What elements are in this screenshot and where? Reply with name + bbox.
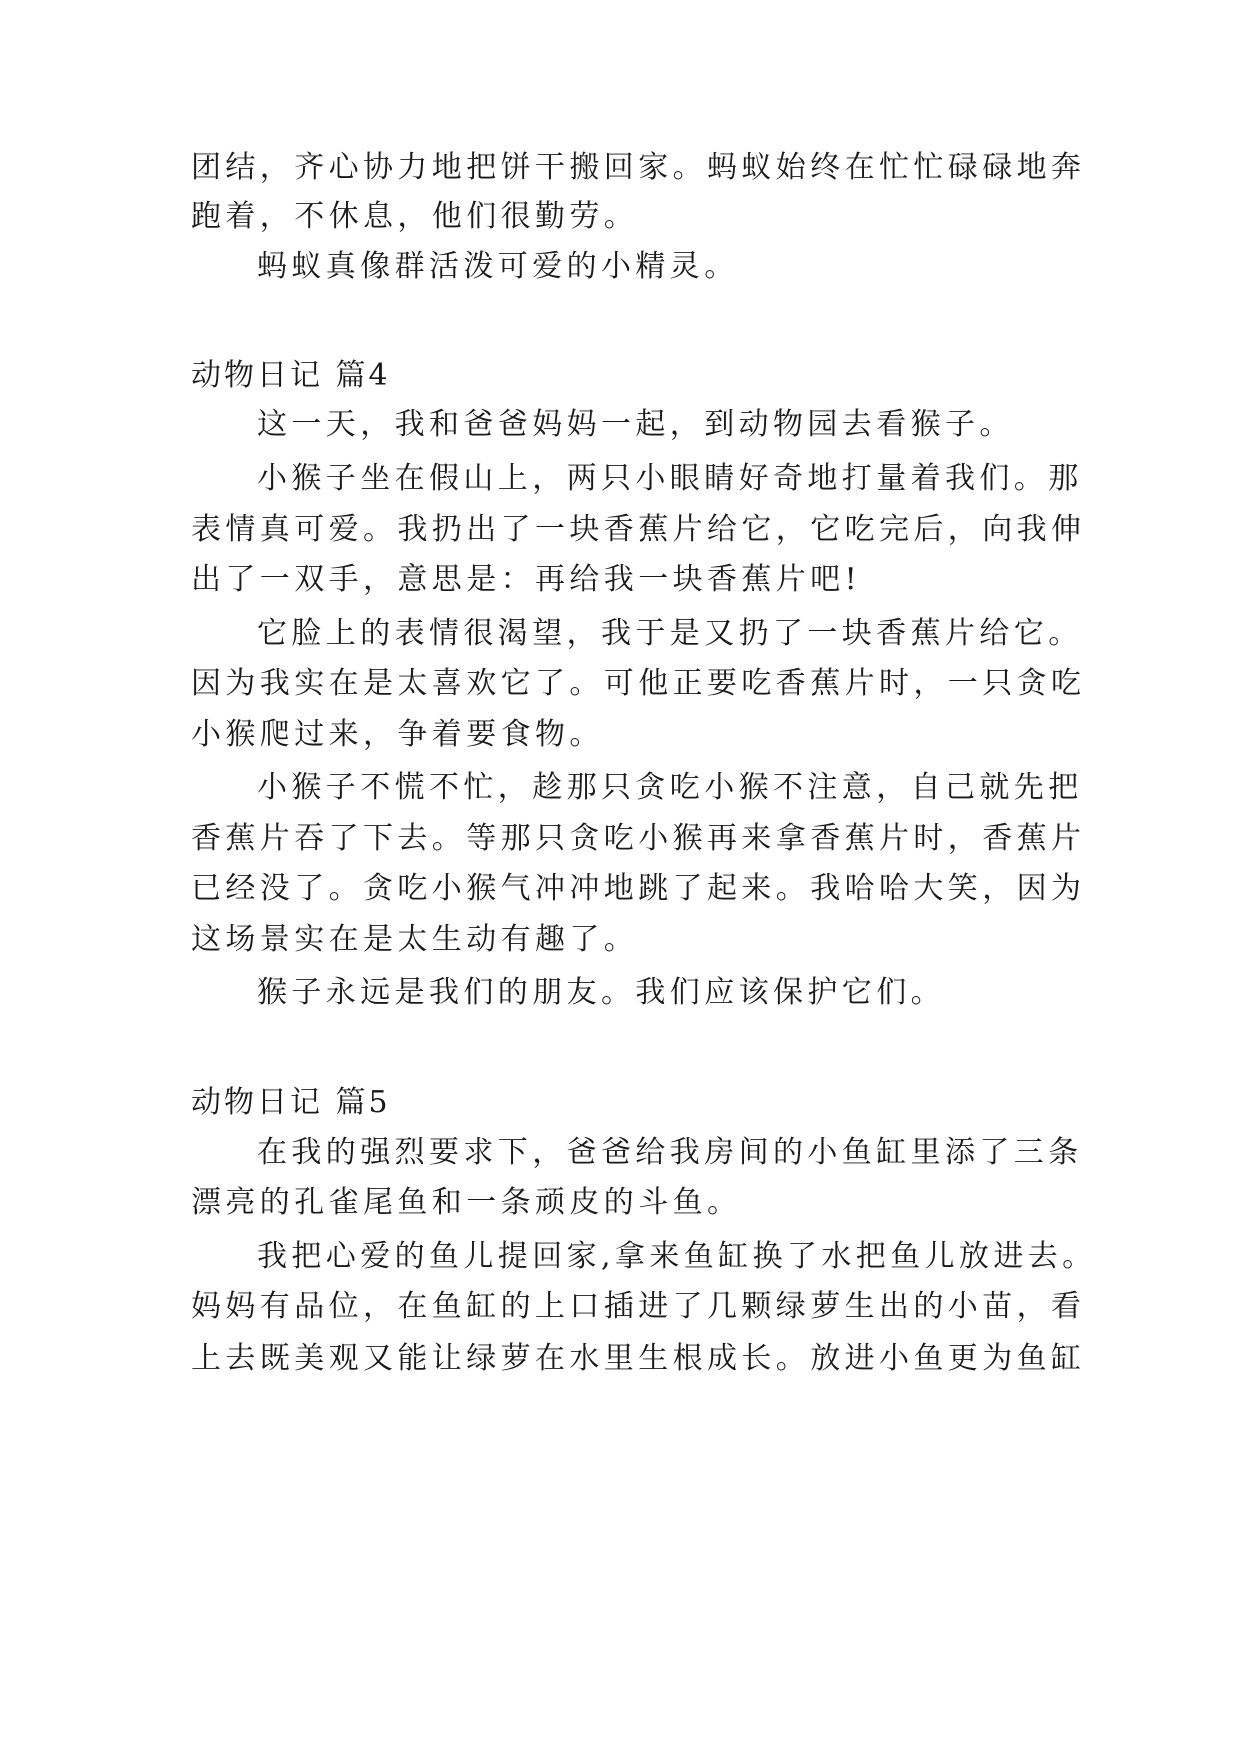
paragraph-line: 漂亮的孔雀尾鱼和一条顽皮的斗鱼。 <box>191 1185 742 1220</box>
section-heading: 动物日记 篇4 <box>191 358 391 393</box>
paragraph-line: 表情真可爱。我扔出了一块香蕉片给它，它吃完后，向我伸 <box>191 512 1086 547</box>
paragraph-line: 香蕉片吞了下去。等那只贪吃小猴再来拿香蕉片时，香蕉片 <box>191 821 1086 856</box>
section-heading: 动物日记 篇5 <box>191 1085 391 1120</box>
paragraph-line: 小猴子不慌不忙，趁那只贪吃小猴不注意，自己就先把 <box>257 770 1083 805</box>
paragraph-line: 已经没了。贪吃小猴气冲冲地跳了起来。我哈哈大笑，因为 <box>191 871 1086 906</box>
paragraph-line: 团结，齐心协力地把饼干搬回家。蚂蚁始终在忙忙碌碌地奔 <box>191 150 1086 185</box>
paragraph-line: 它脸上的表情很渴望，我于是又扔了一块香蕉片给它。 <box>257 616 1083 651</box>
paragraph-line: 猴子永远是我们的朋友。我们应该保护它们。 <box>257 975 945 1010</box>
paragraph-line: 蚂蚁真像群活泼可爱的小精灵。 <box>257 249 739 284</box>
paragraph-line: 在我的强烈要求下，爸爸给我房间的小鱼缸里添了三条 <box>257 1135 1083 1170</box>
paragraph-line: 小猴子坐在假山上，两只小眼睛好奇地打量着我们。那 <box>257 461 1083 496</box>
paragraph-line: 因为我实在是太喜欢它了。可他正要吃香蕉片时，一只贪吃 <box>191 666 1086 701</box>
paragraph-line: 小猴爬过来，争着要食物。 <box>191 717 604 752</box>
paragraph-line: 出了一双手，意思是：再给我一块香蕉片吧! <box>191 562 862 597</box>
paragraph-line: 这场景实在是太生动有趣了。 <box>191 922 639 957</box>
paragraph-line: 妈妈有品位，在鱼缸的上口插进了几颗绿萝生出的小苗，看 <box>191 1289 1086 1324</box>
paragraph-line: 跑着，不休息，他们很勤劳。 <box>191 199 639 234</box>
paragraph-line: 这一天，我和爸爸妈妈一起，到动物园去看猴子。 <box>257 407 1014 442</box>
paragraph-line: 我把心爱的鱼儿提回家,拿来鱼缸换了水把鱼儿放进去。 <box>257 1239 1097 1274</box>
paragraph-line: 上去既美观又能让绿萝在水里生根成长。放进小鱼更为鱼缸 <box>191 1341 1086 1376</box>
